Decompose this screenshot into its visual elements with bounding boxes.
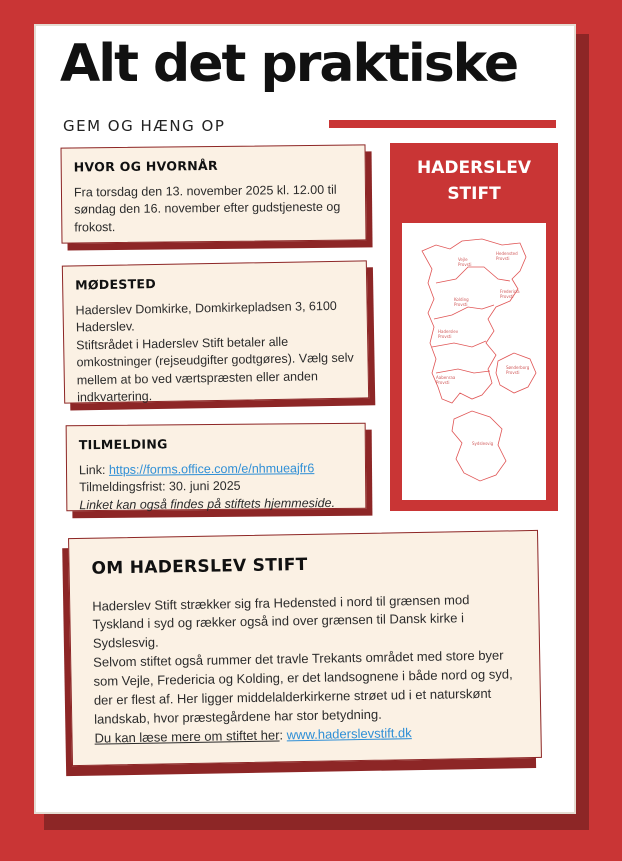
map-label-fredericia: Provsti (500, 294, 514, 299)
map-label-hedensted: Hedensted (496, 251, 518, 256)
map-image (402, 223, 546, 500)
page-title: Alt det praktiske (60, 34, 518, 94)
about-paragraph: Haderslev Stift strækker sig fra Hedensted i nord til grænsen mod Tyskland i syd og rækker også ind over grænsen til Dansk kirke i Sydslesvig. (92, 591, 470, 652)
map-label-aabenraa: Aabenraa (436, 375, 456, 380)
link-label: Link: (78, 462, 109, 477)
map-label-haderslev: Provsti (438, 334, 452, 339)
diocese-website-link[interactable]: www.haderslevstift.dk (286, 724, 412, 742)
map-label-kolding: Provsti (454, 302, 468, 307)
title-rule (329, 120, 556, 128)
card-about (68, 530, 542, 766)
card-when-where (61, 144, 367, 243)
map-label-kolding: Kolding (454, 297, 469, 302)
deadline-text: Tilmeldingsfrist: 30. juni 2025 (79, 478, 241, 495)
map-label-soenderborg: Sønderborg (506, 365, 530, 370)
registration-link[interactable]: https://forms.office.com/e/nhmueajfr6 (108, 460, 315, 477)
card-heading: MØDESTED (75, 276, 157, 293)
card-heading: OM HADERSLEV STIFT (91, 554, 308, 579)
about-paragraph: Selvom stiftet også rummer det travle Trekants området med store byer som Vejle, Fredericia og Kolding, er det landsognene i både nord og syd, der er flest af. Her ligger middelalderkirkerne strøet ud i et naturskønt landskab, hvor præstegårdene har stor betydning. (93, 647, 513, 727)
map-title (390, 155, 558, 208)
date-text: Fra torsdag den 13. november 2025 kl. 12.00 til søndag den 16. november efter gudstjeneste og frokost. (73, 182, 341, 234)
map-label-sydslesvig: Sydslesvig (472, 441, 494, 446)
card-meeting-place (62, 260, 369, 403)
diocese-map-panel (390, 143, 558, 511)
read-more-label: Du kan læse mere om stiftet her (94, 727, 280, 746)
map-label-fredericia: Fredericia (500, 289, 520, 294)
card-registration (66, 423, 367, 512)
address-text: Haderslev Domkirke, Domkirkepladsen 3, 6100 Haderslev. (75, 298, 337, 335)
diocese-map (402, 223, 546, 500)
map-label-vejle: Provsti (458, 262, 472, 267)
payment-text: Stiftsrådet i Haderslev Stift betaler alle omkostninger (rejseudgifter godtgøres). Vælg selv mellem at bo ved værtspræsten eller anden indkvartering. (76, 334, 354, 405)
map-label-aabenraa: Provsti (436, 380, 450, 385)
card-heading: TILMELDING (78, 436, 168, 453)
page-subtitle: GEM OG HÆNG OP (63, 117, 226, 135)
map-label-haderslev: Haderslev (438, 329, 459, 334)
card-heading: HVOR OG HVORNÅR (73, 157, 218, 175)
map-title-line: HADERSLEV (416, 158, 532, 178)
map-label-soenderborg: Provsti (506, 370, 520, 375)
link-note: Linket kan også findes på stiftets hjemmeside. (79, 495, 336, 512)
map-label-vejle: Vejle (458, 257, 468, 262)
map-label-hedensted: Provsti (496, 256, 510, 261)
read-more-colon: : (279, 726, 287, 743)
map-title-line: STIFT (447, 184, 501, 205)
